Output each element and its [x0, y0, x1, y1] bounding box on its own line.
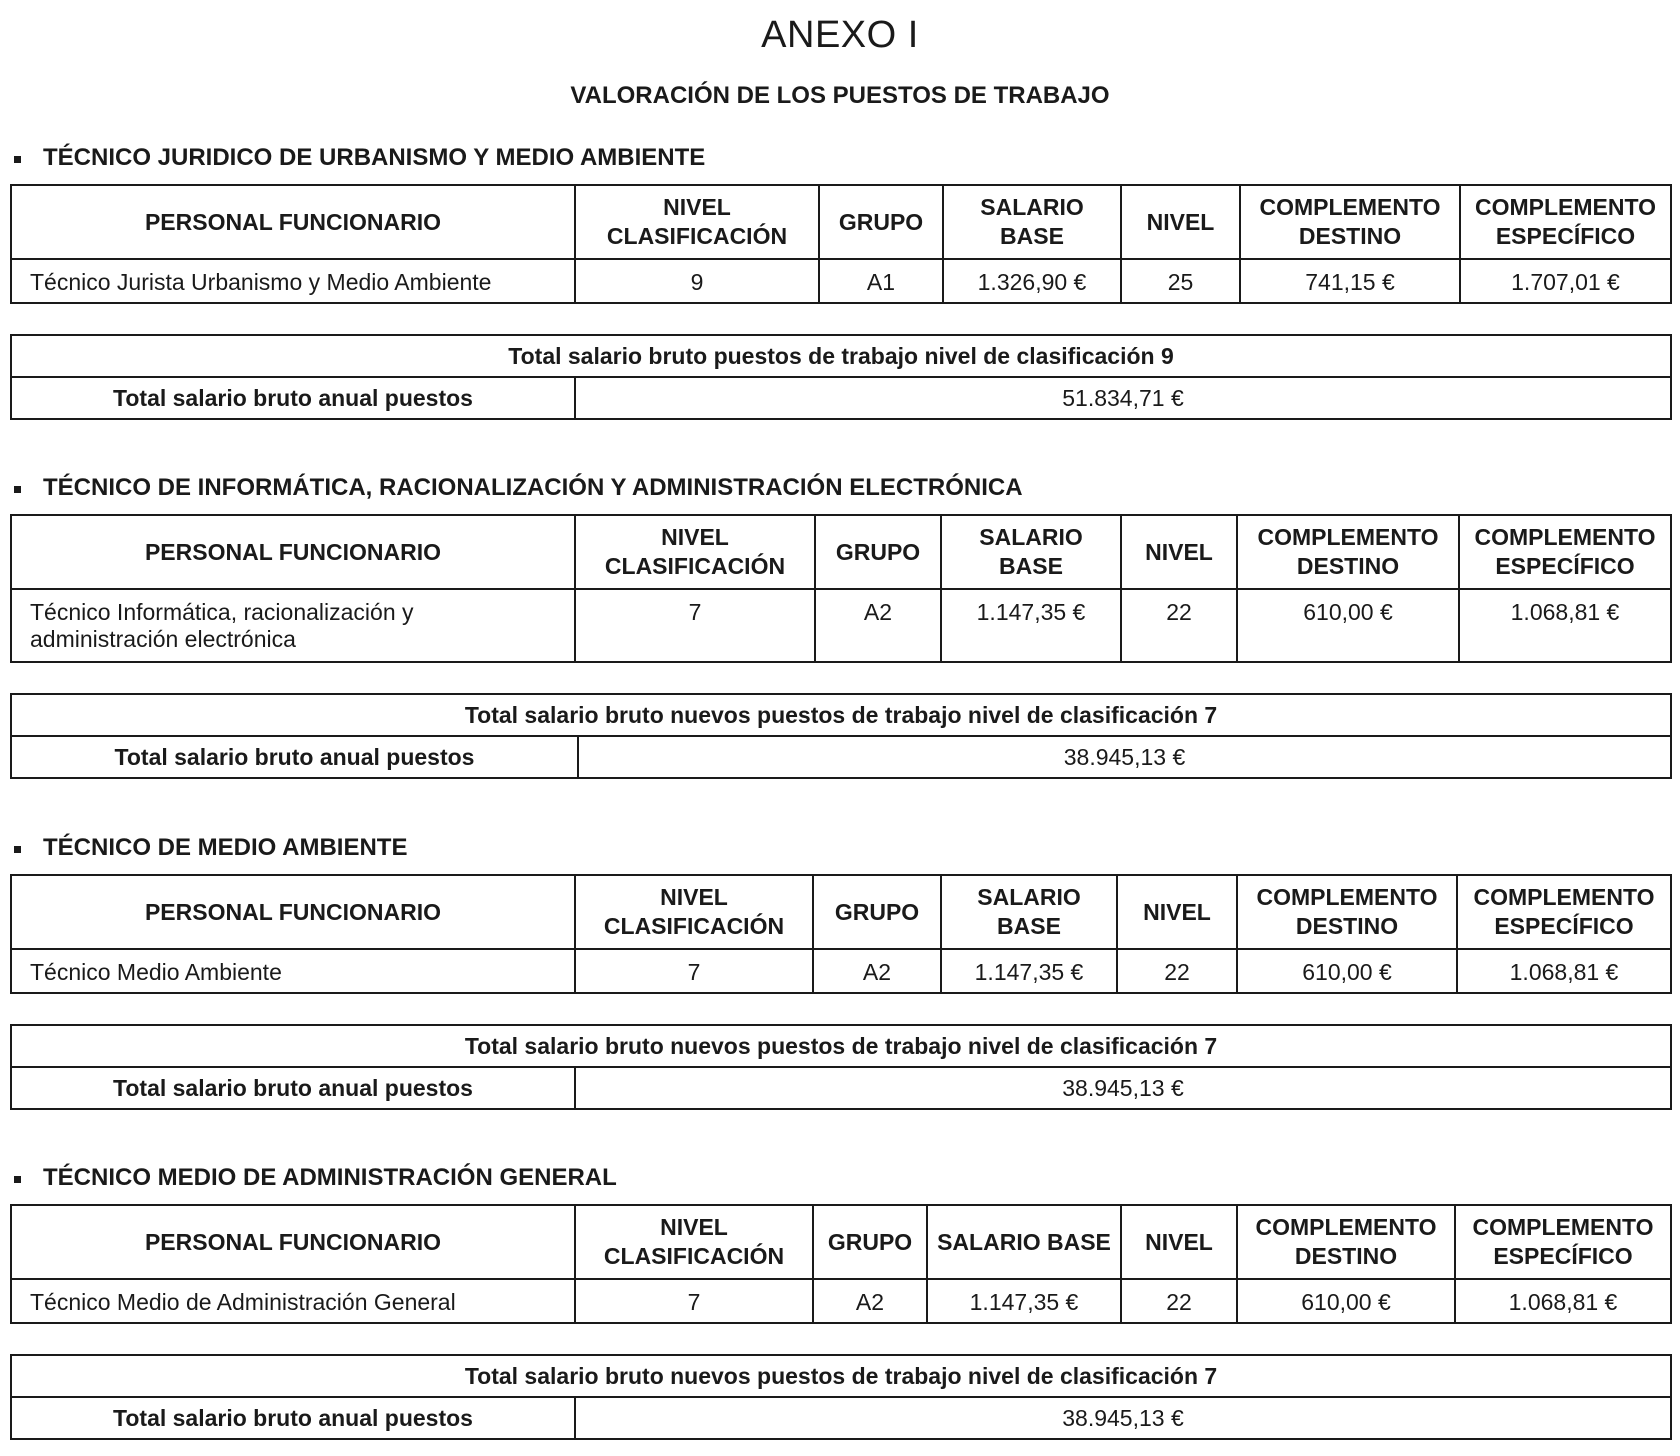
totals-value: 38.945,13 € — [575, 1067, 1671, 1109]
totals-caption: Total salario bruto puestos de trabajo nivel de clasificación 9 — [11, 335, 1671, 377]
cell-grupo: A2 — [815, 589, 941, 662]
totals-value: 51.834,71 € — [575, 377, 1671, 419]
cell-nivel: 22 — [1117, 949, 1237, 993]
header-complemento-destino: COMPLEMENTO DESTINO — [1237, 1205, 1455, 1279]
header-grupo: GRUPO — [813, 875, 941, 949]
header-grupo: GRUPO — [813, 1205, 927, 1279]
totals-row — [11, 1067, 1671, 1109]
header-nivel-clasificacion: NIVEL CLASIFICACIÓN — [575, 515, 815, 589]
section-heading — [10, 466, 1670, 510]
bullet-icon — [14, 156, 21, 163]
totals-table — [10, 1354, 1672, 1440]
section-tecnico-medio-ambiente — [10, 826, 1670, 1110]
section-heading-text: TÉCNICO DE INFORMÁTICA, RACIONALIZACIÓN Y ADMINISTRACIÓN ELECTRÓNICA — [43, 474, 1023, 501]
table-header-row — [11, 1205, 1671, 1279]
totals-value: 38.945,13 € — [575, 1397, 1671, 1439]
header-complemento-especifico: COMPLEMENTO ESPECÍFICO — [1455, 1205, 1671, 1279]
cell-complemento-especifico: 1.068,81 € — [1455, 1279, 1671, 1323]
header-nivel-clasificacion: NIVEL CLASIFICACIÓN — [575, 875, 813, 949]
header-personal: PERSONAL FUNCIONARIO — [11, 875, 575, 949]
cell-salario-base: 1.326,90 € — [943, 259, 1121, 303]
section-heading-text: TÉCNICO JURIDICO DE URBANISMO Y MEDIO AMBIENTE — [43, 144, 706, 171]
header-nivel: NIVEL — [1121, 515, 1237, 589]
header-complemento-especifico: COMPLEMENTO ESPECÍFICO — [1460, 185, 1671, 259]
header-salario-base: SALARIO BASE — [927, 1205, 1121, 1279]
header-complemento-especifico: COMPLEMENTO ESPECÍFICO — [1457, 875, 1671, 949]
totals-value: 38.945,13 € — [578, 736, 1671, 778]
section-heading — [10, 1156, 1670, 1200]
totals-label: Total salario bruto anual puestos — [11, 736, 578, 778]
header-salario-base: SALARIO BASE — [941, 515, 1121, 589]
totals-table — [10, 693, 1672, 779]
page-title: ANEXO I — [761, 14, 919, 56]
salary-table — [10, 874, 1672, 994]
totals-caption: Total salario bruto nuevos puestos de trabajo nivel de clasificación 7 — [11, 694, 1671, 736]
cell-grupo: A1 — [819, 259, 943, 303]
section-tecnico-juridico — [10, 136, 1670, 420]
header-complemento-especifico: COMPLEMENTO ESPECÍFICO — [1459, 515, 1671, 589]
salary-table — [10, 184, 1672, 304]
header-grupo: GRUPO — [819, 185, 943, 259]
header-nivel-clasificacion: NIVEL CLASIFICACIÓN — [575, 1205, 813, 1279]
header-personal: PERSONAL FUNCIONARIO — [11, 515, 575, 589]
cell-nivel-clasificacion: 7 — [575, 1279, 813, 1323]
cell-nivel: 22 — [1121, 589, 1237, 662]
table-row — [11, 259, 1671, 303]
table-row — [11, 589, 1671, 662]
header-nivel: NIVEL — [1117, 875, 1237, 949]
cell-puesto: Técnico Informática, racionalización y administración electrónica — [11, 589, 575, 662]
header-personal: PERSONAL FUNCIONARIO — [11, 1205, 575, 1279]
table-row — [11, 949, 1671, 993]
cell-puesto: Técnico Medio de Administración General — [11, 1279, 575, 1323]
section-tecnico-administracion-general — [10, 1156, 1670, 1440]
header-grupo: GRUPO — [815, 515, 941, 589]
totals-label: Total salario bruto anual puestos — [11, 1067, 575, 1109]
cell-complemento-destino: 610,00 € — [1237, 1279, 1455, 1323]
cell-complemento-destino: 610,00 € — [1237, 949, 1457, 993]
header-nivel: NIVEL — [1121, 1205, 1237, 1279]
cell-nivel-clasificacion: 7 — [575, 589, 815, 662]
header-salario-base: SALARIO BASE — [941, 875, 1117, 949]
bullet-icon — [14, 1176, 21, 1183]
section-heading — [10, 826, 1670, 870]
bullet-icon — [14, 846, 21, 853]
cell-grupo: A2 — [813, 949, 941, 993]
totals-caption-row — [11, 1025, 1671, 1067]
cell-salario-base: 1.147,35 € — [941, 589, 1121, 662]
table-header-row — [11, 875, 1671, 949]
totals-table — [10, 334, 1672, 420]
table-header-row — [11, 515, 1671, 589]
section-heading-text: TÉCNICO DE MEDIO AMBIENTE — [43, 834, 408, 861]
header-nivel-clasificacion: NIVEL CLASIFICACIÓN — [575, 185, 819, 259]
page-subtitle: VALORACIÓN DE LOS PUESTOS DE TRABAJO — [570, 82, 1110, 109]
header-personal: PERSONAL FUNCIONARIO — [11, 185, 575, 259]
header-salario-base: SALARIO BASE — [943, 185, 1121, 259]
totals-caption: Total salario bruto nuevos puestos de trabajo nivel de clasificación 7 — [11, 1025, 1671, 1067]
totals-row — [11, 736, 1671, 778]
totals-caption-row — [11, 1355, 1671, 1397]
cell-complemento-especifico: 1.068,81 € — [1457, 949, 1671, 993]
cell-complemento-especifico: 1.707,01 € — [1460, 259, 1671, 303]
bullet-icon — [14, 486, 21, 493]
cell-salario-base: 1.147,35 € — [927, 1279, 1121, 1323]
cell-complemento-destino: 610,00 € — [1237, 589, 1459, 662]
cell-salario-base: 1.147,35 € — [941, 949, 1117, 993]
totals-row — [11, 1397, 1671, 1439]
cell-nivel: 25 — [1121, 259, 1240, 303]
salary-table — [10, 1204, 1672, 1324]
section-heading — [10, 136, 1670, 180]
table-row — [11, 1279, 1671, 1323]
cell-nivel: 22 — [1121, 1279, 1237, 1323]
header-complemento-destino: COMPLEMENTO DESTINO — [1237, 515, 1459, 589]
totals-caption: Total salario bruto nuevos puestos de trabajo nivel de clasificación 7 — [11, 1355, 1671, 1397]
totals-row — [11, 377, 1671, 419]
cell-grupo: A2 — [813, 1279, 927, 1323]
header-nivel: NIVEL — [1121, 185, 1240, 259]
totals-table — [10, 1024, 1672, 1110]
salary-table — [10, 514, 1672, 663]
cell-complemento-destino: 741,15 € — [1240, 259, 1460, 303]
section-tecnico-informatica — [10, 466, 1670, 779]
cell-puesto: Técnico Medio Ambiente — [11, 949, 575, 993]
cell-puesto: Técnico Jurista Urbanismo y Medio Ambiente — [11, 259, 575, 303]
header-complemento-destino: COMPLEMENTO DESTINO — [1237, 875, 1457, 949]
totals-label: Total salario bruto anual puestos — [11, 377, 575, 419]
totals-caption-row — [11, 335, 1671, 377]
section-heading-text: TÉCNICO MEDIO DE ADMINISTRACIÓN GENERAL — [43, 1164, 617, 1191]
totals-caption-row — [11, 694, 1671, 736]
cell-nivel-clasificacion: 9 — [575, 259, 819, 303]
cell-nivel-clasificacion: 7 — [575, 949, 813, 993]
totals-label: Total salario bruto anual puestos — [11, 1397, 575, 1439]
header-complemento-destino: COMPLEMENTO DESTINO — [1240, 185, 1460, 259]
table-header-row — [11, 185, 1671, 259]
cell-complemento-especifico: 1.068,81 € — [1459, 589, 1671, 662]
